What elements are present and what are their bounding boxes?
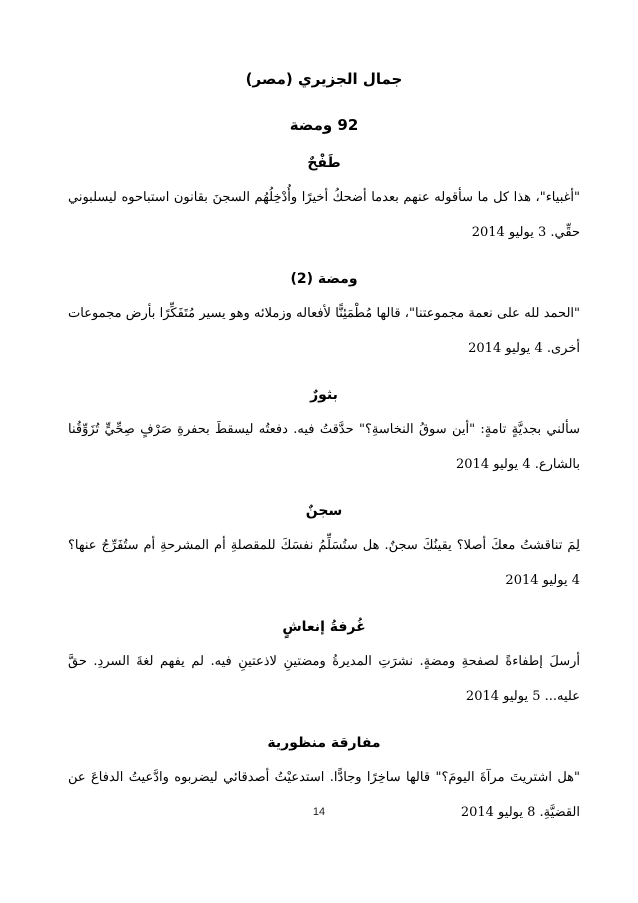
entry-3 xyxy=(68,382,580,482)
entry-text: "هل اشتريتَ مرآةَ اليومَ؟" قالها ساخِرًا وجادًّا. استدعيْتُ أصدقائي ليضربوه وادَّعيتُ الدفاعَ عن القضيَّةِ. xyxy=(68,770,580,820)
entry-1 xyxy=(68,150,580,250)
entry-text: "أغبياء"، هذا كل ما سأقوله عنهم بعدما أضحكُ أخيرًا وأُدْخِلُهُم السجنَ بقانون استباحوه ليسلبوني حقِّي. xyxy=(68,190,580,240)
entry-title: سجنٌ xyxy=(305,503,343,519)
entry-body xyxy=(68,412,580,482)
entry-text: "الحمد لله على نعمة مجموعتنا"، قالها مُطْمَئِنًّا لأفعاله وزملائه وهو يسير مُتَفَكِّرًا بأرض مجموعات أخرى. xyxy=(68,306,580,356)
entry-date: 4 يوليو 2014 xyxy=(468,341,543,356)
entry-date: 8 يوليو 2014 xyxy=(460,805,536,820)
entry-title: ومضة (2) xyxy=(290,271,358,287)
entry-body xyxy=(68,296,580,366)
document-page xyxy=(68,60,580,846)
entry-4 xyxy=(68,498,580,598)
author-line: جمال الجزيري (مصر) xyxy=(245,70,403,88)
entry-text: لِمَ تناقشتُ معكَ أصلا؟ يقينُكَ سجنٌ. هل ستُسَلِّمُ نفسَكَ للمقصلةِ أم المشرحةِ أم ستُفَرِّجُ عنها؟ xyxy=(68,538,580,553)
entry-body xyxy=(68,180,580,250)
collection-title: 92 ومضة xyxy=(289,116,359,134)
entry-body xyxy=(68,528,580,598)
entry-text: سألني بجديَّةٍ تامةٍ: "أين سوقُ النخاسةِ؟" حدَّقتُ فيه. دفعتُه ليسقطَ بحفرةِ صَرْفٍ صِحِّيٍّ تُزَوِّقُنا بالشارع. xyxy=(68,422,580,472)
entry-text: أرسلَ إطفاءةً لصفحةِ ومضةٍ. نشرَتِ المديرةُ ومضتينِ لاذعتينِ فيه. لم يفهم لغةَ السردِ. حقَّ عليه... xyxy=(68,654,580,704)
entry-date: 4 يوليو 2014 xyxy=(456,457,531,472)
entry-date: 5 يوليو 2014 xyxy=(465,689,541,704)
entry-title: غُرفةُ إنعاشٍ xyxy=(282,619,366,635)
entry-date: 4 يوليو 2014 xyxy=(505,573,580,588)
page-number: 14 xyxy=(312,806,326,818)
entry-title: بثورٌ xyxy=(310,387,338,403)
entry-2 xyxy=(68,266,580,366)
entry-title: مفارقة منظورية xyxy=(267,735,381,751)
entry-5 xyxy=(68,614,580,714)
entry-date: 3 يوليو 2014 xyxy=(471,225,547,240)
entry-body xyxy=(68,760,580,830)
entry-body xyxy=(68,644,580,714)
entry-title: طَفْحٌ xyxy=(307,155,341,171)
